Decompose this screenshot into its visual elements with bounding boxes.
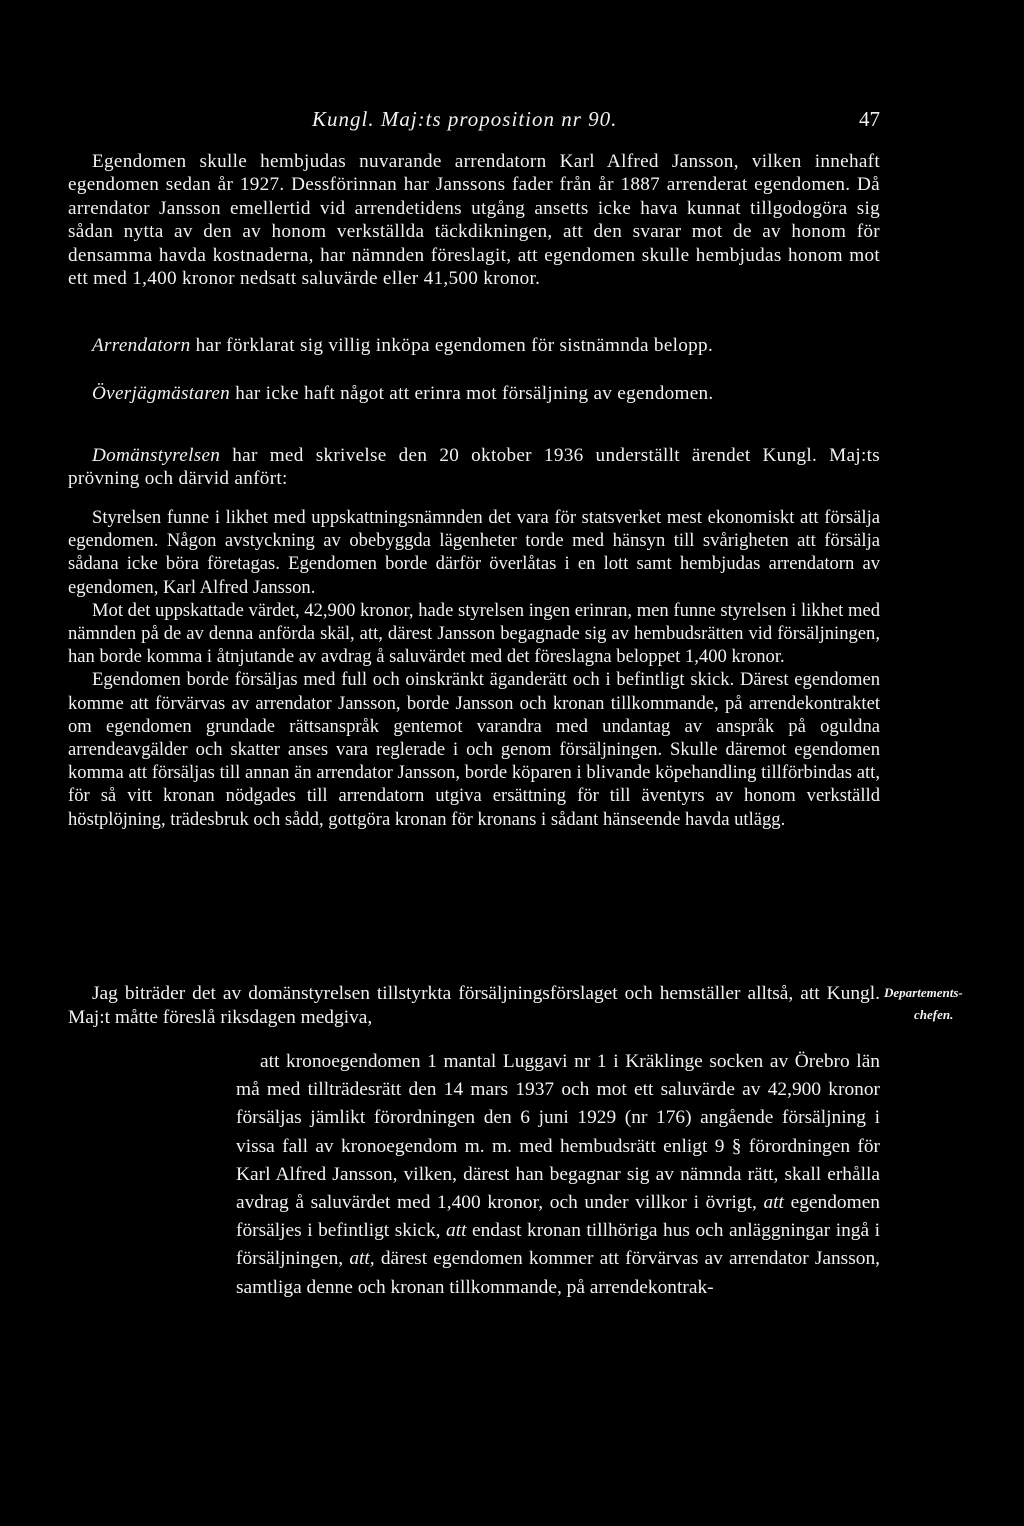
minister-decision: [68, 982, 880, 1030]
motion-text: [236, 1048, 880, 1302]
paragraph-text-arrendatorn: har förklarat sig villig inköpa egendomen för sistnämnda belopp.: [190, 335, 714, 356]
quoted-statement: [68, 506, 880, 831]
motion-part-1: att kronoegendomen 1 mantal Luggavi nr 1 i Kräklinge socken av Örebro län må med tillträdesrätt den 14 mars 1937 och mot ett saluvärde av 42,900 kronor försäljas jämlikt förordningen den 6 juni 1929 (nr 176) angående försäljning i vissa fall av kronoegendom m. m. med hembudsrätt enligt 9 § förordningen för Karl Alfred Jansson, vilken, därest han begagnar sig av nämnda rätt, skall erhålla avdrag å saluvärdet med 1,400 kronor, och under villkor i övrigt,: [236, 1051, 880, 1214]
paragraph-lead-overjagmastaren: Överjägmästaren: [92, 383, 231, 404]
paragraph-text-domanstyrelsen: har med skrivelse den 20 oktober 1936 underställt ärendet Kungl. Maj:ts prövning och därvid anfört:: [68, 445, 880, 490]
motion-att-1: att: [763, 1192, 784, 1214]
motion-att-3: att,: [349, 1248, 375, 1270]
paragraph-overjagmastaren: [68, 382, 880, 405]
paragraph-hembjudande: Egendomen skulle hembjudas nuvarande arrendatorn Karl Alfred Jansson, vilken innehaft egendomen sedan år 1927. Dessförinnan har Janssons fader från år 1887 arrenderat egendomen. Då arrendator Jansson emellertid vid arrendetidens utgång ansetts icke hava kunnat tillgodogöra sig sådan nytta av den av honom verkställda täckdikningen, att den svarar mot de av honom för densamma havda kostnaderna, har nämnden föreslagit, att egendomen skulle hembjudas honom mot ett med 1,400 kronor nedsatt saluvärde eller 41,500 kronor.: [68, 151, 880, 290]
paragraph-arrendatorn: [68, 334, 880, 357]
margin-note: [884, 982, 1004, 1026]
motion-att-2: att: [446, 1220, 467, 1242]
paragraph-text-overjagmastaren: har icke haft något att erinra mot försäljning av egendomen.: [230, 383, 714, 404]
motion-part-3: endast kronan tillhöriga hus och anläggningar ingå i försäljningen,: [236, 1220, 880, 1270]
paragraph-lead-arrendatorn: Arrendatorn: [92, 335, 191, 356]
paragraph-lead-domanstyrelsen: Domänstyrelsen: [92, 445, 221, 466]
motion-part-4: därest egendomen kommer att förvärvas av arrendator Jansson, samtliga denne och kronan tillkommande, på arrendekontrak-: [236, 1248, 880, 1298]
motion-part-2: egendomen försäljes i befintligt skick,: [236, 1192, 880, 1242]
paragraph-domanstyrelsen: [68, 444, 880, 491]
quote-paragraph-3: Egendomen borde försäljas med full och oinskränkt äganderätt och i befintligt skick. Därest egendomen komme att förvärvas av arrendator Jansson, borde Jansson och kronan tillkommande, på arrendekontraktet om egendomen grundade rättsanspråk gentemot varandra med undantag av anspråk på oguldna arrendeavgälder och skatter anses vara reglerade i och genom försäljningen. Skulle däremot egendomen komma att försäljas till annan än arrendator Jansson, borde köparen i blivande köpehandling tillförbindas att, för så vitt kronan nödgades till arrendatorn utgiva ersättning för till äventyrs av honom verkställd höstplöjning, trädesbruk och sådd, gottgöra kronan för kronans i sådant hänseende havda utlägg.: [68, 669, 880, 830]
running-title: Kungl. Maj:ts proposition nr 90.: [312, 107, 618, 131]
quote-paragraph-2: Mot det uppskattade värdet, 42,900 kronor, hade styrelsen ingen erinran, men funne styrelsen i likhet med nämnden på de av denna anförda skäl, att, därest Jansson begagnade sig av hembudsrätten vid försäljningen, han borde komma i åtnjutande av avdrag å saluvärdet med det föreslagna beloppet 1,400 kronor.: [68, 599, 880, 668]
page-number: 47: [859, 107, 880, 131]
page-header: [70, 104, 880, 134]
margin-note-line-2: chefen.: [914, 1007, 954, 1022]
decision-text: Jag biträder det av domänstyrelsen tillstyrkta försäljningsförslaget och hemställer alltså, att Kungl. Maj:t måtte föreslå riksdagen medgiva,: [68, 983, 880, 1028]
margin-note-line-1: Departements-: [884, 985, 963, 1000]
quote-paragraph-1: Styrelsen funne i likhet med uppskattningsnämnden det vara för statsverket mest ekonomiskt att försälja egendomen. Någon avstyckning av obebyggda lägenheter torde med hänsyn till svårigheten att försälja sådana icke böra företagas. Egendomen borde därför överlåtas i en lott samt hembjudas arrendatorn av egendomen, Karl Alfred Jansson.: [68, 507, 880, 598]
